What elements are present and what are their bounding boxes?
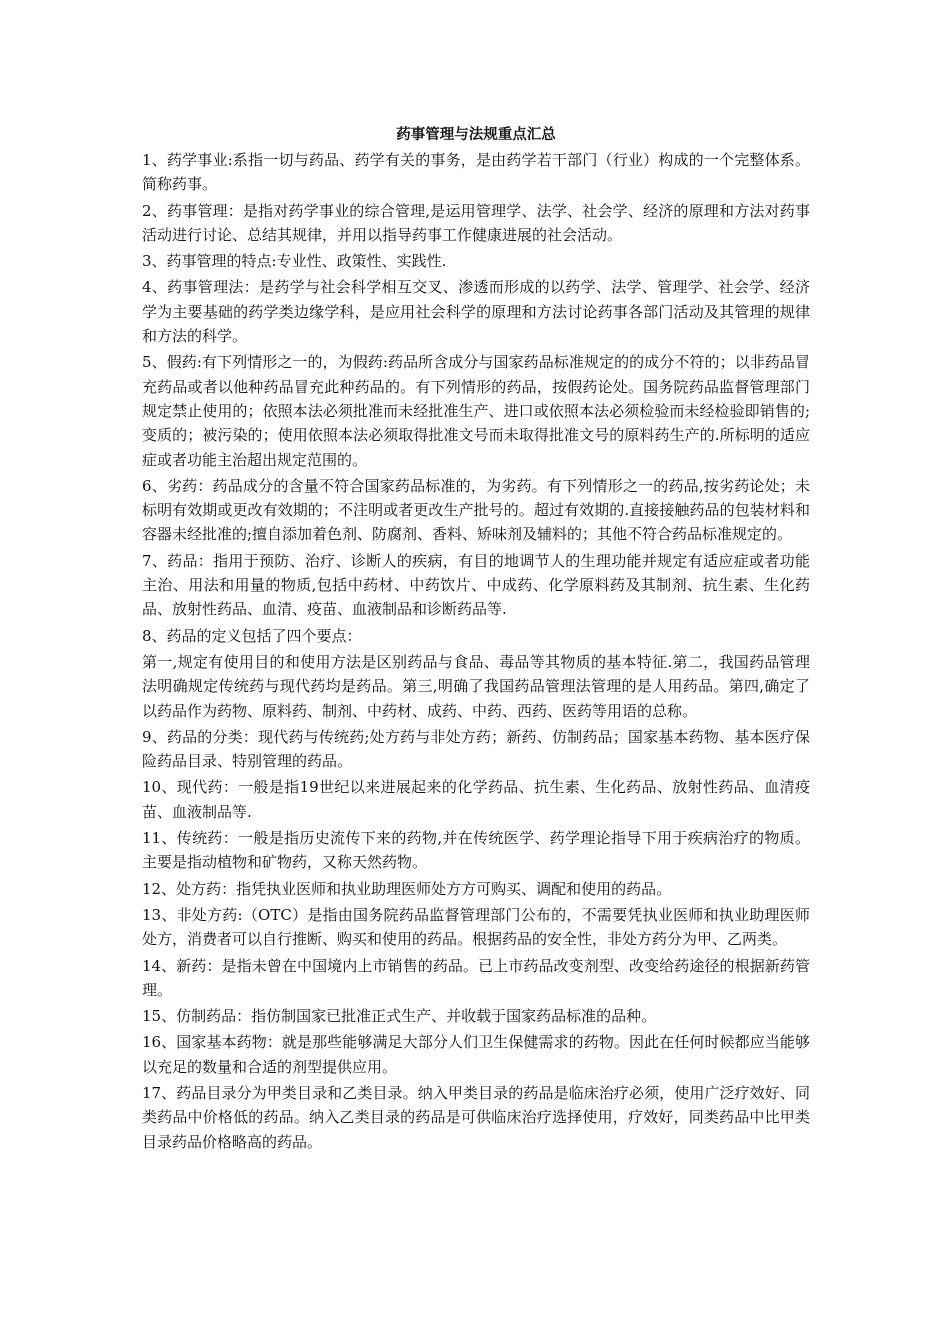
paragraph-10: 10、现代药：一般是指19世纪以来进展起来的化学药品、抗生素、生化药品、放射性药品、血清疫苗、血液制品等. bbox=[142, 778, 810, 821]
paragraph-8: 8、药品的定义包括了四个要点： bbox=[142, 626, 362, 645]
paragraph-6: 6、劣药：药品成分的含量不符合国家药品标准的，为劣药。有下列情形之一的药品,按劣药论处；未标明有效期或更改有效期的；不注明或者更改生产批号的。超过有效期的.直接接触药品的包装材料和容器未经批准的;擅自添加着色剂、防腐剂、香料、矫味剂及辅料的；其他不符合药品标准规定的。 bbox=[142, 476, 810, 544]
paragraph-2: 2、药事管理：是指对药学事业的综合管理,是运用管理学、法学、社会学、经济的原理和方法对药事活动进行讨论、总结其规律，并用以指导药事工作健康进展的社会活动。 bbox=[142, 201, 810, 244]
paragraph-8-detail: 第一,规定有使用目的和使用方法是区别药品与食品、毒品等其物质的基本特征.第二，我国药品管理法明确规定传统药与现代药均是药品。第三,明确了我国药品管理法管理的是人用药品。第四,确定了以药品作为药物、原料药、制剂、中药材、成药、中药、西药、医药等用语的总称。 bbox=[142, 652, 810, 720]
document-title: 药事管理与法规重点汇总 bbox=[396, 127, 556, 143]
paragraph-3: 3、药事管理的特点:专业性、政策性、实践性. bbox=[142, 252, 447, 271]
paragraph-11: 11、传统药：一般是指历史流传下来的药物,并在传统医学、药学理论指导下用于疾病治疗的物质。主要是指动植物和矿物药，又称天然药物。 bbox=[142, 829, 810, 872]
paragraph-12: 12、处方药：指凭执业医师和执业助理医师处方方可购买、调配和使用的药品。 bbox=[142, 879, 672, 898]
paragraph-9: 9、药品的分类：现代药与传统药;处方药与非处方药；新药、仿制药品；国家基本药物、基本医疗保险药品目录、特别管理的药品。 bbox=[142, 727, 810, 771]
paragraph-4: 4、药事管理法：是药学与社会科学相互交叉、渗透而形成的以药学、法学、管理学、社会学、经济学为主要基础的药学类边缘学科，是应用社会科学的原理和方法讨论药事各部门活动及其管理的规律和方法的科学。 bbox=[142, 278, 810, 346]
paragraph-5: 5、假药:有下列情形之一的，为假药:药品所含成分与国家药品标准规定的的成分不符的；以非药品冒充药品或者以他种药品冒充此种药品的。有下列情形的药品，按假药论处。国务院药品监督管理部门规定禁止使用的；依照本法必须批准而未经批准生产、进口或依照本法必须检验而未经检验即销售的;变质的；被污染的；使用依照本法必须取得批准文号而未取得批准文号的原料药生产的.所标明的适应症或者功能主治超出规定范围的。 bbox=[142, 353, 810, 469]
paragraph-13: 13、非处方药:（OTC）是指由国务院药品监督管理部门公布的，不需要凭执业医师和执业助理医师处方，消费者可以自行推断、购买和使用的药品。根据药品的安全性，非处方药分为甲、乙两类。 bbox=[142, 905, 810, 949]
document-body bbox=[142, 124, 810, 1156]
paragraph-1: 1、药学事业:系指一切与药品、药学有关的事务，是由药学若干部门（行业）构成的一个完整体系。简称药事。 bbox=[142, 151, 810, 194]
paragraph-14: 14、新药：是指未曾在中国境内上市销售的药品。已上市药品改变剂型、改变给药途径的根据新药管理。 bbox=[142, 956, 810, 999]
paragraph-17: 17、药品目录分为甲类目录和乙类目录。纳入甲类目录的药品是临床治疗必须，使用广泛疗效好、同类药品中价格低的药品。纳入乙类目录的药品是可供临床治疗选择使用，疗效好，同类药品中比甲类目录药品价格略高的药品。 bbox=[142, 1083, 810, 1151]
paragraph-7: 7、药品：指用于预防、治疗、诊断人的疾病，有目的地调节人的生理功能并规定有适应症或者功能主治、用法和用量的物质,包括中药材、中药饮片、中成药、化学原料药及其制剂、抗生素、生化药品、放射性药品、血清、疫苗、血液制品和诊断药品等. bbox=[142, 551, 810, 619]
paragraph-16: 16、国家基本药物：就是那些能够满足大部分人们卫生保健需求的药物。因此在任何时候都应当能够以充足的数量和合适的剂型提供应用。 bbox=[142, 1033, 810, 1076]
paragraph-15: 15、仿制药品：指仿制国家已批准正式生产、并收载于国家药品标准的品种。 bbox=[142, 1007, 657, 1026]
